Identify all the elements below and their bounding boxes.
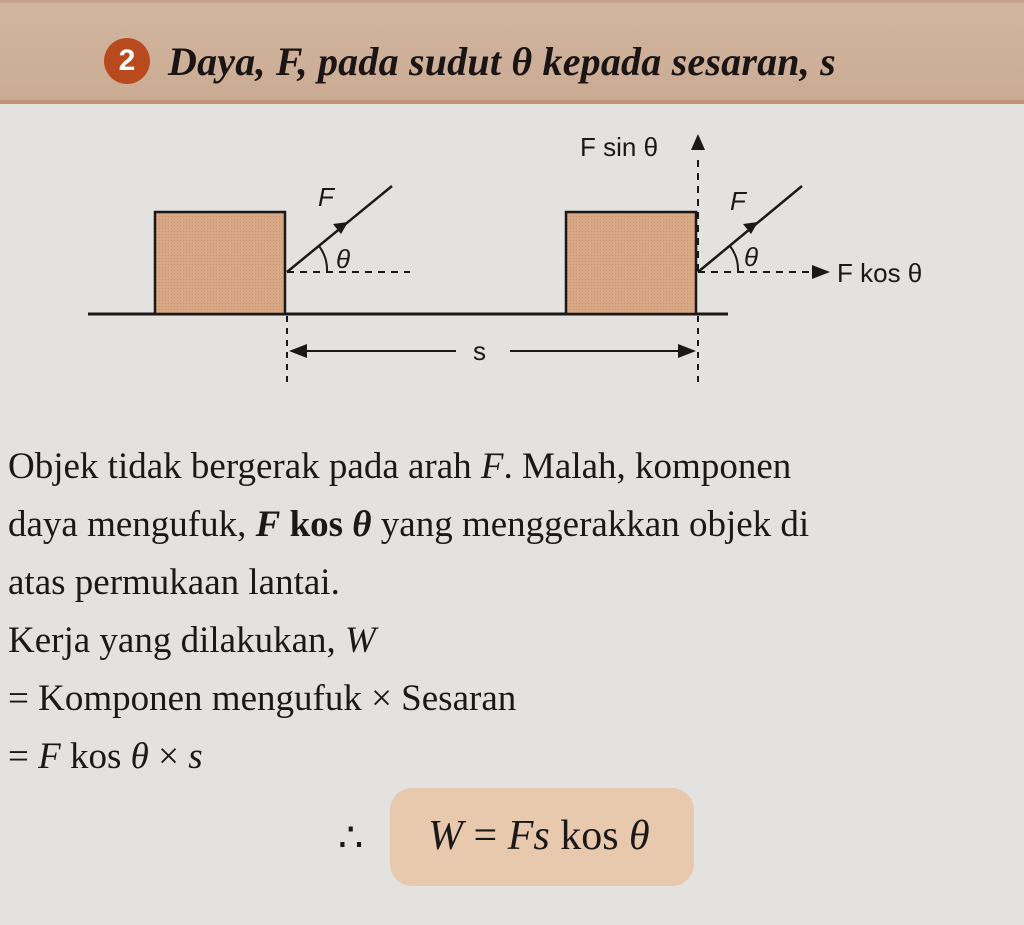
work-done-line: Kerja yang dilakukan, W bbox=[8, 620, 376, 661]
explanation-line-3: atas permukaan lantai. bbox=[8, 562, 340, 603]
explanation-line-1: Objek tidak bergerak pada arah F. Malah, komponen bbox=[8, 446, 792, 487]
force-diagram bbox=[0, 104, 1024, 424]
label-theta-right: θ bbox=[744, 242, 759, 272]
angle-arc-right bbox=[730, 246, 738, 272]
block-displaced bbox=[566, 212, 696, 314]
angle-arc-left bbox=[319, 246, 327, 272]
label-f-left: F bbox=[318, 182, 334, 212]
label-s: s bbox=[473, 336, 486, 366]
arrowhead-f-kos bbox=[812, 265, 830, 279]
result-formula: W = Fs kos θ bbox=[428, 813, 650, 859]
explanation-line-2: daya mengufuk, F kos θ yang menggerakkan objek di bbox=[8, 504, 810, 545]
section-title: Daya, F, pada sudut θ kepada sesaran, s bbox=[168, 39, 836, 84]
label-theta-left: θ bbox=[336, 244, 351, 274]
block-initial bbox=[155, 212, 285, 314]
section-header bbox=[0, 0, 1024, 104]
therefore-symbol: ∴ bbox=[338, 815, 364, 860]
label-f-kos-theta: F kos θ bbox=[837, 258, 923, 288]
header-top-rule bbox=[0, 0, 1024, 3]
explanation-text bbox=[8, 438, 1018, 786]
displacement-arrowhead-right bbox=[678, 344, 696, 358]
label-f-sin-theta: F sin θ bbox=[580, 132, 659, 162]
arrowhead-f-sin bbox=[691, 134, 705, 150]
label-f-right: F bbox=[730, 186, 746, 216]
displacement-arrowhead-left bbox=[289, 344, 307, 358]
equation-line-2: = F kos θ × s bbox=[8, 736, 203, 777]
equation-line-1: = Komponen mengufuk × Sesaran bbox=[8, 678, 517, 719]
section-number-badge: 2 bbox=[104, 38, 150, 84]
